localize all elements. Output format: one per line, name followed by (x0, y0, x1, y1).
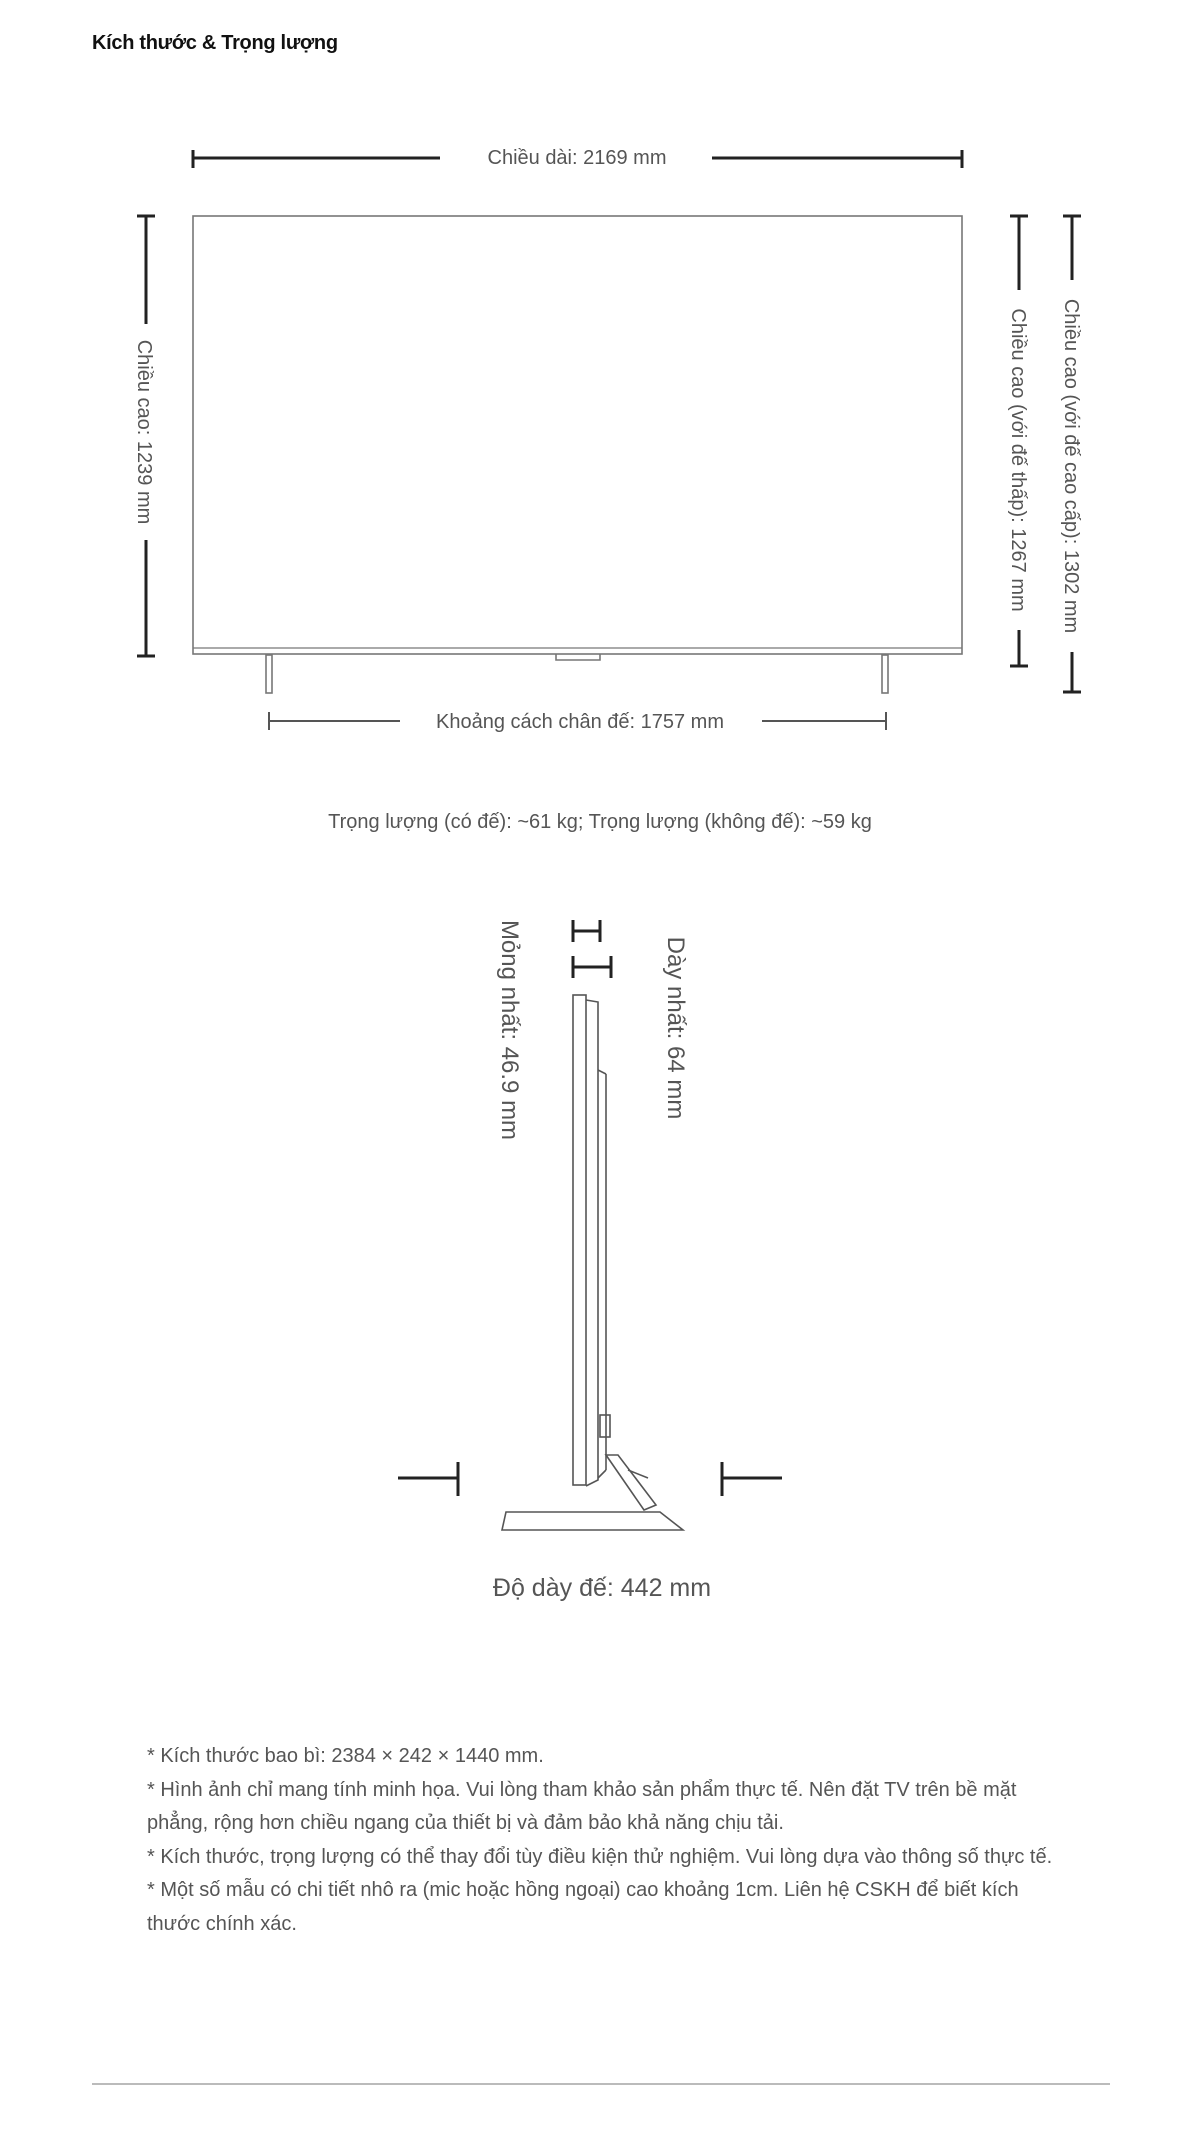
weight-label: Trọng lượng (có đế): ~61 kg; Trọng lượng (không đế): ~59 kg (328, 811, 872, 833)
stand-depth-dimension-line (398, 1462, 782, 1496)
height-premium-stand-label: Chiều cao (với đế cao cấp): 1302 mm (1060, 298, 1082, 634)
divider (92, 2083, 1110, 2085)
tv-side-profile (502, 995, 683, 1530)
side-view (398, 920, 782, 1530)
thinnest-dimension-line (573, 920, 600, 942)
thickest-label: Dày nhất: 64 mm (662, 936, 689, 1120)
tv-front-outline (193, 216, 962, 693)
height-low-stand-label: Chiều cao (với đế thấp): 1267 mm (1007, 308, 1029, 612)
page-title: Kích thước & Trọng lượng (92, 32, 338, 54)
stand-depth-label: Độ dày đế: 442 mm (492, 1574, 712, 1602)
width-label: Chiều dài: 2169 mm (487, 147, 667, 169)
thickest-dimension-line (573, 956, 611, 978)
note-item: * Kích thước bao bì: 2384 × 242 × 1440 mm. (147, 1745, 544, 1767)
thinnest-label: Mỏng nhất: 46.9 mm (496, 919, 523, 1141)
stand-distance-label: Khoảng cách chân đế: 1757 mm (436, 711, 724, 733)
note-item: * Hình ảnh chỉ mang tính minh họa. Vui lòng tham khảo sản phẩm thực tế. Nên đặt TV trên bề mặt phẳng, rộng hơn chiều ngang của thiết bị và đảm bảo khả năng chịu tải. (147, 1778, 1017, 1834)
note-item: * Kích thước, trọng lượng có thể thay đổi tùy điều kiện thử nghiệm. Vui lòng dựa vào thông số thực tế. (147, 1845, 1053, 1868)
note-item: * Một số mẫu có chi tiết nhô ra (mic hoặc hồng ngoại) cao khoảng 1cm. Liên hệ CSKH để biết kích thước chính xác. (147, 1879, 1019, 1935)
footnotes (147, 1740, 1077, 1941)
front-view (137, 150, 1081, 730)
height-label: Chiều cao: 1239 mm (133, 339, 155, 525)
